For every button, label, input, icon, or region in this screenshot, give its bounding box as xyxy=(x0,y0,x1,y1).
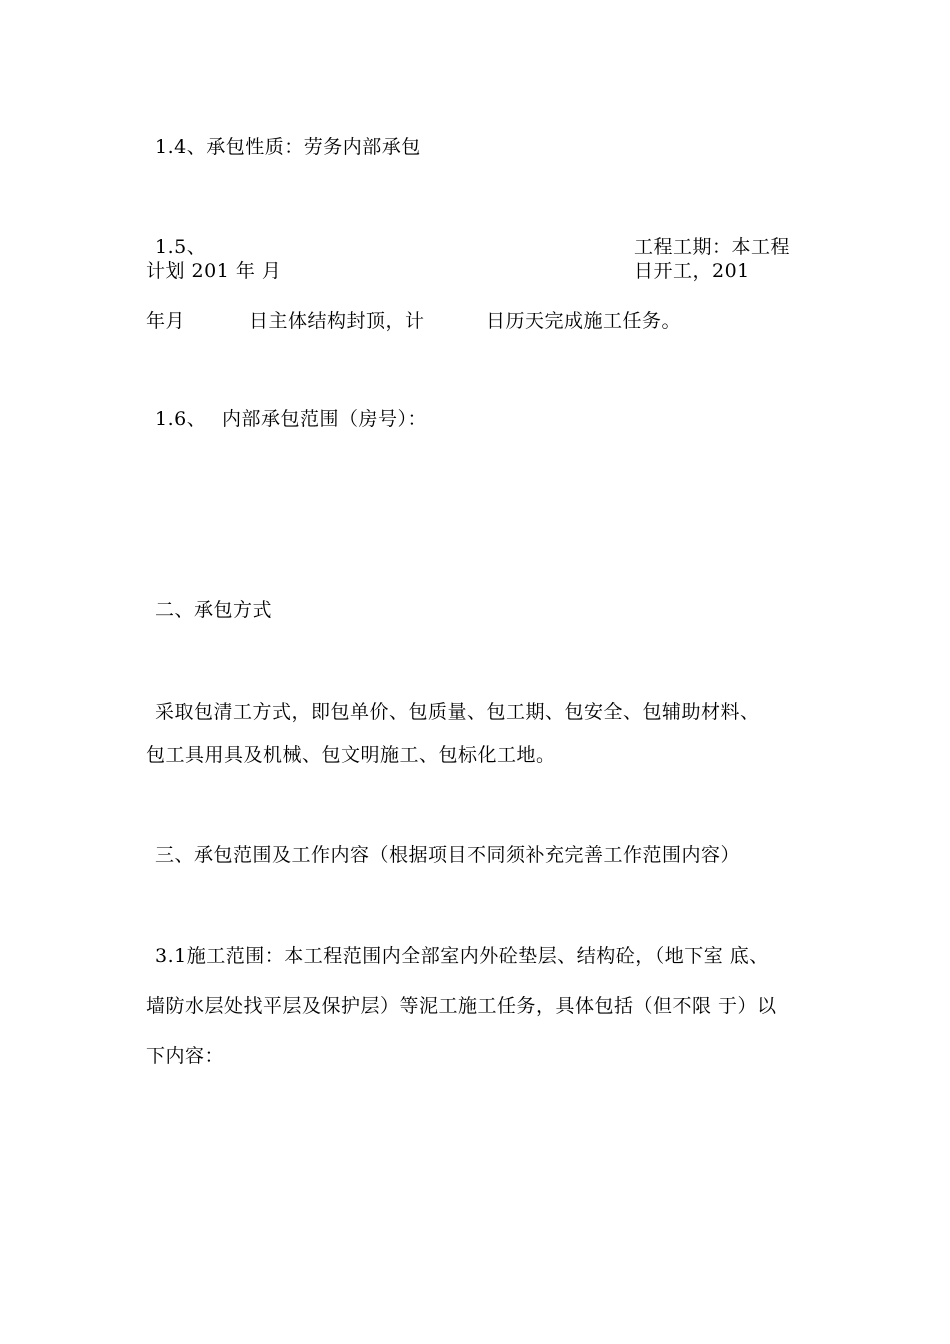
section-1-5-year-month: 年月 xyxy=(146,310,186,332)
section-1-5-plan-start-day: 日开工，201 xyxy=(634,260,750,282)
section-1-5-duration-label: 工程工期：本工程 xyxy=(634,236,791,258)
section-1-6-number: 1.6、 xyxy=(155,408,207,430)
section-1-6-label: 内部承包范围（房号）： xyxy=(222,408,428,430)
section-3-heading: 三、承包范围及工作内容（根据项目不同须补充完善工作范围内容） xyxy=(155,844,741,866)
section-2-heading: 二、承包方式 xyxy=(155,599,273,621)
section-3-para-line-1: 3.1施工范围：本工程范围内全部室内外砼垫层、结构砼，（地下室 底、 xyxy=(155,945,769,967)
section-3-para-line-3: 下内容： xyxy=(146,1045,225,1067)
section-1-5-number: 1.5、 xyxy=(155,236,207,258)
section-2-para-line-1: 采取包清工方式，即包单价、包质量、包工期、包安全、包辅助材料、 xyxy=(155,701,760,723)
section-1-5-calendar-days: 日历天完成施工任务。 xyxy=(486,310,682,332)
section-1-5-topping-out: 日主体结构封顶，计 xyxy=(249,310,425,332)
section-1-4-text: 1.4、承包性质：劳务内部承包 xyxy=(155,136,421,158)
section-1-5-plan-start: 计划 201 年 月 xyxy=(146,260,282,282)
section-3-para-line-2: 墙防水层处找平层及保护层）等泥工施工任务，具体包括（但不限 于）以 xyxy=(146,995,777,1017)
section-2-para-line-2: 包工具用具及机械、包文明施工、包标化工地。 xyxy=(146,744,556,766)
